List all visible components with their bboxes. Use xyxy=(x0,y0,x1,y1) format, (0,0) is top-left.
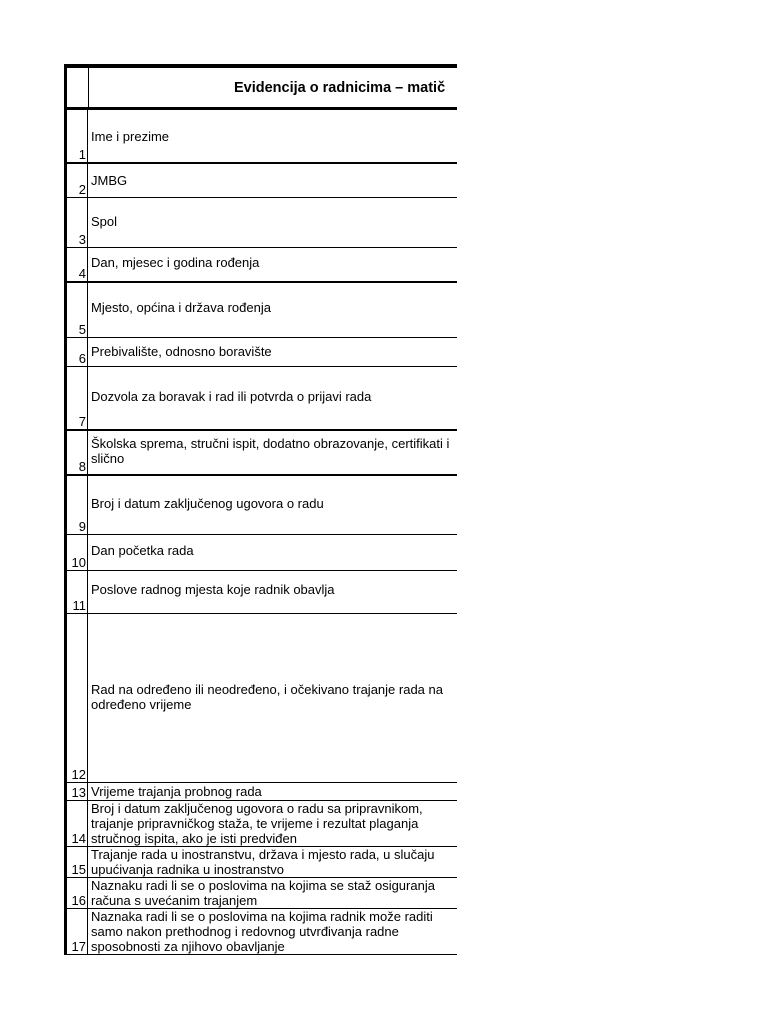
table-row[interactable] xyxy=(64,783,457,801)
row-number: 4 xyxy=(67,248,88,281)
row-number: 2 xyxy=(67,164,88,197)
row-number: 13 xyxy=(67,783,88,800)
table-row[interactable] xyxy=(64,909,457,955)
row-number: 1 xyxy=(67,110,88,162)
table-row[interactable] xyxy=(64,248,457,283)
row-number: 10 xyxy=(67,535,88,570)
row-number: 14 xyxy=(67,801,88,846)
table-row[interactable] xyxy=(64,614,457,783)
row-number: 16 xyxy=(67,878,88,908)
row-label: Dan početka rada xyxy=(91,543,194,558)
table-row[interactable] xyxy=(64,110,457,164)
row-label: Prebivalište, odnosno boravište xyxy=(91,344,272,359)
row-label: Dozvola za boravak i rad ili potvrda o prijavi rada xyxy=(91,389,372,404)
row-label: Spol xyxy=(91,214,118,229)
row-number: 8 xyxy=(67,431,88,474)
table-row[interactable] xyxy=(64,535,457,571)
row-number: 3 xyxy=(67,198,88,247)
row-label: Trajanje rada u inostranstvu, država i mjesto rada, u slučaju upućivanja radnika u inostranstvo xyxy=(91,847,435,877)
table-row[interactable] xyxy=(64,164,457,198)
table-row[interactable] xyxy=(64,431,457,476)
table-row[interactable] xyxy=(64,878,457,909)
row-label: JMBG xyxy=(91,173,128,188)
row-label: Broj i datum zaključenog ugovora o radu xyxy=(91,496,324,511)
row-label: Školska sprema, stručni ispit, dodatno obrazovanje, certifikati i slično xyxy=(91,436,450,466)
row-label: Dan, mjesec i godina rođenja xyxy=(91,255,260,270)
table-row[interactable] xyxy=(64,801,457,847)
evidence-table xyxy=(64,64,457,954)
table-row[interactable] xyxy=(64,571,457,614)
row-label: Broj i datum zaključenog ugovora o radu sa pripravnikom, trajanje pripravničkog staža, te vrijeme i rezultat plaganja stručnog ispita, ako je isti predviđen xyxy=(91,801,423,846)
table-title: Evidencija o radnicima – matič xyxy=(234,80,446,96)
row-label: Naznaku radi li se o poslovima na kojima se staž osiguranja računa s uvećanim trajanjem xyxy=(91,878,435,908)
row-number: 6 xyxy=(67,338,88,366)
table-row[interactable] xyxy=(64,847,457,878)
table-row[interactable] xyxy=(64,476,457,535)
row-label: Ime i prezime xyxy=(91,128,170,144)
row-number: 17 xyxy=(67,909,88,954)
row-label: Naznaka radi li se o poslovima na kojima radnik može raditi samo nakon prethodnog i redovnog utvrđivanja radne sposobnosti za njihovo obavljanje xyxy=(91,909,433,954)
row-number: 7 xyxy=(67,367,88,429)
table-row[interactable] xyxy=(64,367,457,431)
row-label: Vrijeme trajanja probnog rada xyxy=(91,784,262,799)
table-header-row xyxy=(64,64,457,110)
row-number: 5 xyxy=(67,283,88,337)
table-row[interactable] xyxy=(64,283,457,338)
table-row[interactable] xyxy=(64,338,457,367)
table-row[interactable] xyxy=(64,198,457,248)
row-label: Poslove radnog mjesta koje radnik obavlja xyxy=(91,582,335,597)
row-label: Mjesto, općina i država rođenja xyxy=(91,300,271,315)
row-number: 12 xyxy=(67,614,88,782)
header-number-cell xyxy=(67,68,89,107)
row-label: Rad na određeno ili neodređeno, i očekivano trajanje rada na određeno vrijeme xyxy=(91,682,443,712)
row-number: 9 xyxy=(67,476,88,534)
row-number: 11 xyxy=(67,571,88,613)
row-number: 15 xyxy=(67,847,88,877)
